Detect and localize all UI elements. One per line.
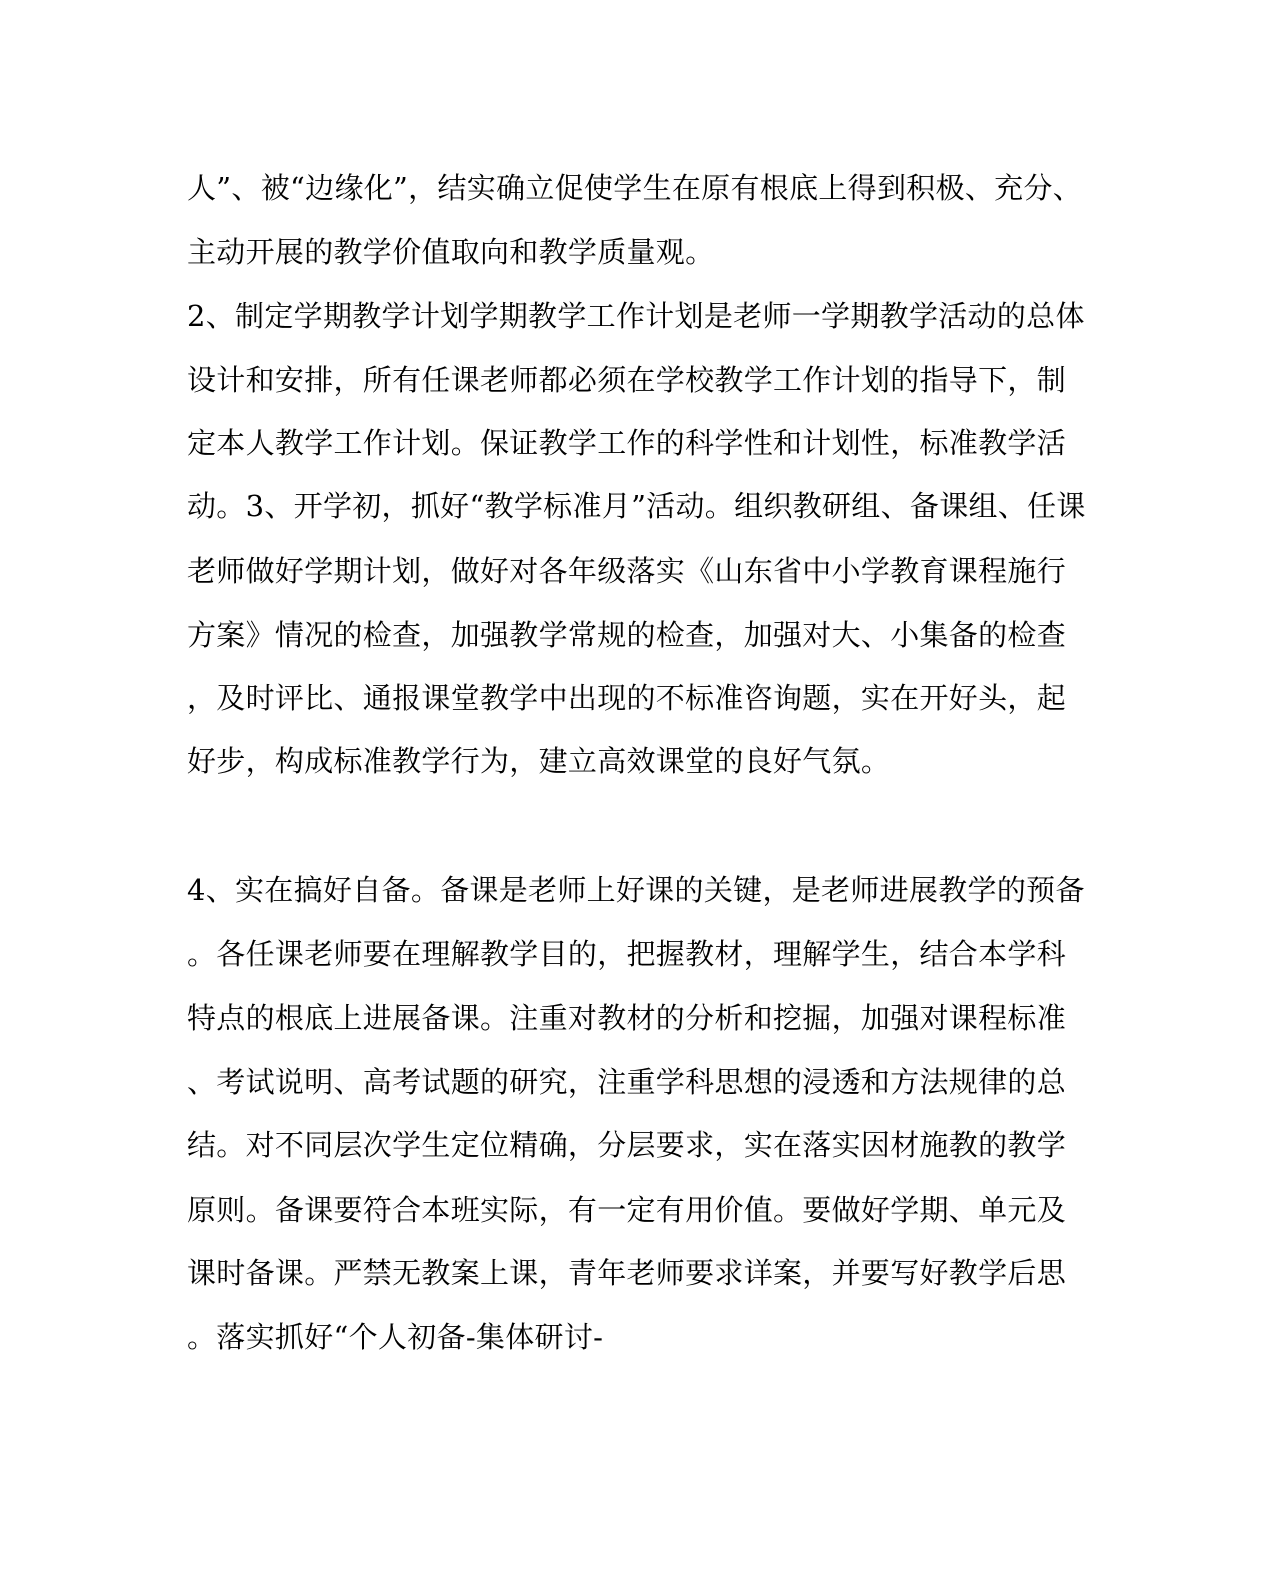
text-line: 好步，构成标准教学行为，建立高效课堂的良好气氛。 <box>187 744 891 778</box>
text-line: 动。3、开学初，抓好“教学标准月”活动。组织教研组、备课组、任课 <box>187 489 1086 523</box>
text-line: 老师做好学期计划，做好对各年级落实《山东省中小学教育课程施行 <box>187 554 1067 588</box>
text-line: 结。对不同层次学生定位精确，分层要求，实在落实因材施教的教学 <box>187 1128 1067 1162</box>
text-line: 定本人教学工作计划。保证教学工作的科学性和计划性，标准教学活 <box>187 426 1067 460</box>
text-line: 特点的根底上进展备课。注重对教材的分析和挖掘，加强对课程标准 <box>187 1001 1067 1035</box>
text-line: 设计和安排，所有任课老师都必须在学校教学工作计划的指导下，制 <box>187 363 1067 397</box>
text-line: 课时备课。严禁无教案上课，青年老师要求详案，并要写好教学后思 <box>187 1256 1067 1290</box>
text-line: 2、制定学期教学计划学期教学工作计划是老师一学期教学活动的总体 <box>187 299 1085 333</box>
text-line: ，及时评比、通报课堂教学中出现的不标准咨询题，实在开好头，起 <box>187 681 1067 715</box>
text-line: 原则。备课要符合本班实际，有一定有用价值。要做好学期、单元及 <box>187 1193 1067 1227</box>
text-line: 人”、被“边缘化”，结实确立促使学生在原有根底上得到积极、充分、 <box>187 171 1083 205</box>
text-line: 。各任课老师要在理解教学目的，把握教材，理解学生，结合本学科 <box>187 937 1067 971</box>
text-line: 4、实在搞好自备。备课是老师上好课的关键，是老师进展教学的预备 <box>187 873 1085 907</box>
text-line: 、考试说明、高考试题的研究，注重学科思想的浸透和方法规律的总 <box>187 1065 1067 1099</box>
text-line: 主动开展的教学价值取向和教学质量观。 <box>187 235 715 269</box>
text-line: 。落实抓好“个人初备-集体研讨- <box>187 1320 604 1354</box>
text-line: 方案》情况的检查，加强教学常规的检查，加强对大、小集备的检查 <box>187 618 1067 652</box>
